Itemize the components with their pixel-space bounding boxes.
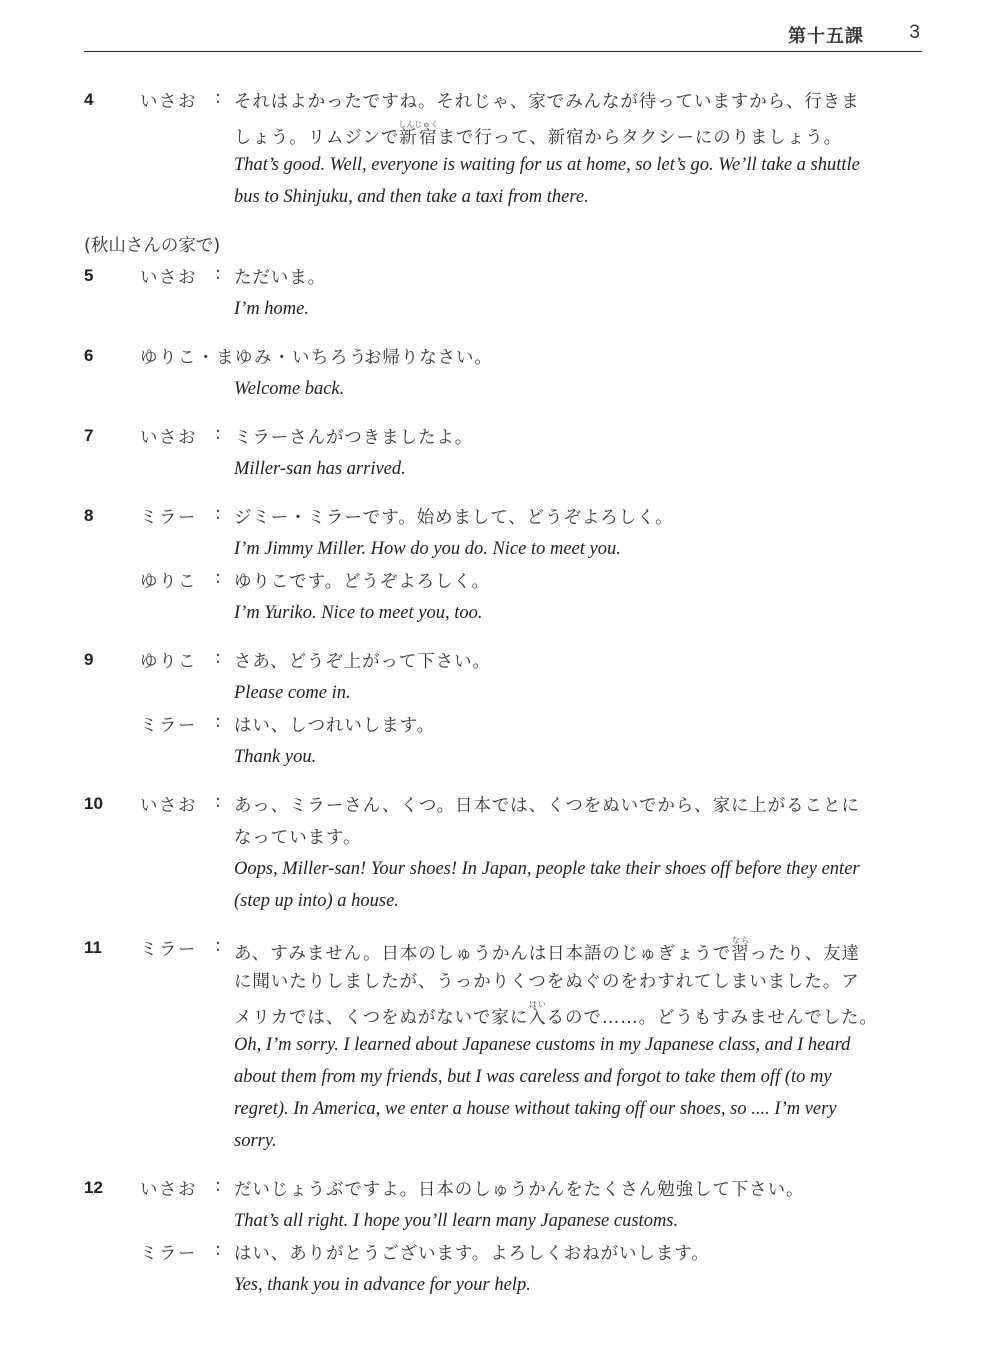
lesson-title: 第十五課 — [788, 26, 864, 47]
japanese-line: しょう。リムジンで新宿しんじゅくまで行って、新宿からタクシーにのりましょう。 — [234, 120, 843, 148]
english-translation: I’m home. — [234, 299, 310, 319]
dialogue-content — [84, 86, 926, 1302]
japanese-line: お帰りなさい。 — [364, 348, 493, 368]
english-translation: regret). In America, we enter a house without taking off our shoes, so .... I’m very — [234, 1099, 837, 1119]
line-number: 7 — [84, 426, 94, 445]
speaker-name: ゆりこ — [140, 652, 197, 672]
dialogue-entry-10 — [84, 790, 926, 918]
speaker-name: ミラー — [140, 508, 197, 528]
japanese-line: に聞いたりしましたが、うっかりくつをぬぐのをわすれてしまいました。ア — [234, 972, 860, 992]
japanese-line: はい、しつれいします。 — [234, 716, 435, 736]
speaker-name: いさお — [140, 1180, 197, 1200]
dialogue-entry-4 — [84, 86, 926, 214]
speaker-name: いさお — [140, 92, 197, 112]
dialogue-entry-8 — [84, 502, 926, 630]
english-translation: That’s good. Well, everyone is waiting for us at home, so let’s go. We’ll take a shuttle — [234, 155, 860, 175]
furigana-shinjuku: 新宿しんじゅく — [398, 120, 439, 148]
japanese-line: メリカでは、くつをぬがないで家に入はいるので……。どうもすみませんでした。 — [234, 1000, 878, 1028]
english-translation: I’m Yuriko. Nice to meet you, too. — [234, 603, 483, 623]
line-number: 11 — [84, 938, 102, 957]
scene-note: (秋山さんの家で) — [84, 236, 221, 256]
colon-separator: : — [215, 1176, 221, 1196]
dialogue-entry-11 — [84, 934, 926, 1158]
japanese-line: ゆりこです。どうぞよろしく。 — [234, 572, 490, 592]
line-number: 10 — [84, 794, 103, 813]
page-header — [84, 20, 922, 52]
colon-separator: : — [215, 264, 221, 284]
colon-separator: : — [215, 1240, 221, 1260]
line-number: 6 — [84, 346, 94, 365]
furigana-hairu: 入はい — [528, 1000, 547, 1028]
japanese-line: あ、すみません。日本のしゅうかんは日本語のじゅぎょうで習ならったり、友達 — [234, 936, 860, 964]
line-number: 5 — [84, 266, 94, 285]
speaker-name: ゆりこ — [140, 572, 197, 592]
dialogue-entry-9 — [84, 646, 926, 774]
dialogue-entry-5 — [84, 262, 926, 326]
english-translation: bus to Shinjuku, and then take a taxi from there. — [234, 187, 589, 207]
japanese-line: ミラーさんがつきましたよ。 — [234, 428, 474, 448]
line-number: 12 — [84, 1178, 103, 1197]
japanese-line: ただいま。 — [234, 268, 326, 288]
japanese-line: さあ、どうぞ上がって下さい。 — [234, 652, 491, 672]
dialogue-entry-6 — [84, 342, 926, 406]
speaker-name: ゆりこ・まゆみ・いちろう: — [140, 348, 376, 368]
colon-separator: : — [215, 792, 221, 812]
line-number: 9 — [84, 650, 94, 669]
colon-separator: : — [215, 424, 221, 444]
colon-separator: : — [215, 648, 221, 668]
english-translation: I’m Jimmy Miller. How do you do. Nice to meet you. — [234, 539, 621, 559]
speaker-name: いさお — [140, 796, 197, 816]
colon-separator: : — [215, 712, 221, 732]
dialogue-entry-7 — [84, 422, 926, 486]
english-translation: (step up into) a house. — [234, 891, 399, 911]
furigana-narau: 習なら — [731, 936, 750, 964]
speaker-name: いさお — [140, 428, 197, 448]
japanese-line: それはよかったですね。それじゃ、家でみんなが待っていますから、行きま — [234, 92, 860, 112]
english-translation: Oh, I’m sorry. I learned about Japanese customs in my Japanese class, and I heard — [234, 1035, 851, 1055]
japanese-line: だいじょうぶですよ。日本のしゅうかんをたくさん勉強して下さい。 — [234, 1180, 805, 1200]
english-translation: Oops, Miller-san! Your shoes! In Japan, people take their shoes off before they enter — [234, 859, 860, 879]
english-translation: Miller-san has arrived. — [234, 459, 406, 479]
japanese-line: なっています。 — [234, 828, 362, 848]
line-number: 4 — [84, 90, 94, 109]
japanese-line: ジミー・ミラーです。始めまして、どうぞよろしく。 — [234, 508, 674, 528]
japanese-line: はい、ありがとうございます。よろしくおねがいします。 — [234, 1244, 710, 1264]
speaker-name: ミラー — [140, 716, 197, 736]
colon-separator: : — [215, 568, 221, 588]
english-translation: Welcome back. — [234, 379, 345, 399]
speaker-name: ミラー — [140, 940, 197, 960]
colon-separator: : — [215, 88, 221, 108]
page-number: 3 — [909, 22, 920, 43]
english-translation: That’s all right. I hope you’ll learn many Japanese customs. — [234, 1211, 679, 1231]
line-number: 8 — [84, 506, 94, 525]
english-translation: sorry. — [234, 1131, 277, 1151]
dialogue-entry-12 — [84, 1174, 926, 1302]
english-translation: about them from my friends, but I was careless and forgot to take them off (to my — [234, 1067, 832, 1087]
english-translation: Please come in. — [234, 683, 351, 703]
japanese-line: あっ、ミラーさん、くつ。日本では、くつをぬいでから、家に上がることに — [234, 796, 860, 816]
english-translation: Thank you. — [234, 747, 317, 767]
speaker-name: いさお — [140, 268, 197, 288]
colon-separator: : — [215, 504, 221, 524]
colon-separator: : — [215, 936, 221, 956]
english-translation: Yes, thank you in advance for your help. — [234, 1275, 531, 1295]
speaker-name: ミラー — [140, 1244, 197, 1264]
